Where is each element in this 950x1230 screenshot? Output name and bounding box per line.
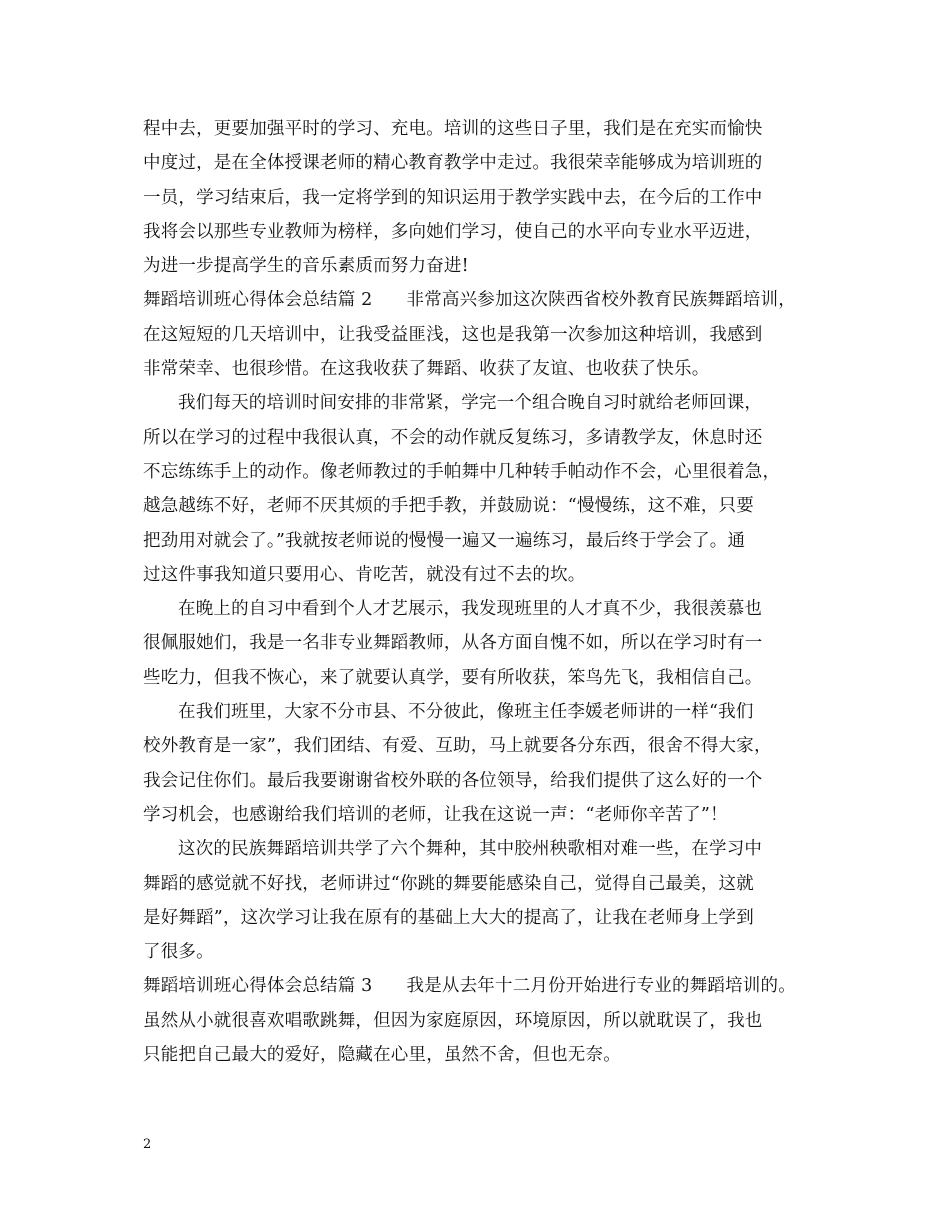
section-heading-2-line bbox=[143, 283, 823, 317]
page-number: 2 bbox=[143, 1137, 152, 1152]
text-line: 在这短短的几天培训中，让我受益匪浅，这也是我第一次参加这种培训，我感到 bbox=[143, 324, 763, 345]
text-line: 校外教育是一家”，我们团结、有爱、互助，马上就要各分东西，很舍不得大家， bbox=[143, 736, 772, 757]
section-heading-2-text: 非常高兴参加这次陕西省校外教育民族舞蹈培训， bbox=[406, 290, 796, 311]
text-line: 程中去，更要加强平时的学习、充电。培训的这些日子里，我们是在充实而愉快 bbox=[143, 119, 763, 139]
section-heading-2-title: 舞蹈培训班心得体会总结篇 2 bbox=[143, 290, 373, 311]
section-heading-3-text: 我是从去年十二月份开始进行专业的舞蹈培训的。 bbox=[406, 976, 796, 997]
paragraph-first-line: 我们每天的培训时间安排的非常紧，学完一个组合晚自习时就给老师回课， bbox=[178, 393, 763, 414]
document-body bbox=[143, 112, 823, 1072]
text-line: 很佩服她们，我是一名非专业舞蹈教师，从各方面自愧不如，所以在学习时有一 bbox=[143, 633, 763, 654]
text-line: 虽然从小就很喜欢唱歌跳舞，但因为家庭原因，环境原因，所以就耽误了，我也 bbox=[143, 1010, 763, 1031]
text-line: 了很多。 bbox=[143, 942, 214, 963]
text-line: 舞蹈的感觉就不好找，老师讲过“你跳的舞要能感染自己，觉得自己最美，这就 bbox=[143, 873, 754, 894]
text-line: 把劲用对就会了。”我就按老师说的慢慢一遍又一遍练习，最后终于学会了。通 bbox=[143, 530, 746, 551]
text-line: 一员，学习结束后，我一定将学到的知识运用于教学实践中去，在今后的工作中 bbox=[143, 187, 763, 208]
paragraph-first-line: 在晚上的自习中看到个人才艺展示，我发现班里的人才真不少，我很羡慕也 bbox=[178, 599, 763, 620]
paragraph-first-line: 在我们班里，大家不分市县、不分彼此，像班主任李媛老师讲的一样“我们 bbox=[178, 702, 754, 723]
text-line: 所以在学习的过程中我很认真，不会的动作就反复练习，多请教学友，休息时还 bbox=[143, 427, 763, 448]
section-heading-3-line bbox=[143, 969, 823, 1003]
text-line: 为进一步提高学生的音乐素质而努力奋进! bbox=[143, 256, 469, 277]
text-line: 非常荣幸、也很珍惜。在这我收获了舞蹈、收获了友谊、也收获了快乐。 bbox=[143, 359, 710, 380]
text-line: 我将会以那些专业教师为榜样，多向她们学习，使自己的水平向专业水平迈进， bbox=[143, 221, 763, 242]
paragraph-first-line: 这次的民族舞蹈培训共学了六个舞种，其中胶州秧歌相对难一些，在学习中 bbox=[178, 839, 763, 860]
text-line: 些吃力，但我不恢心，来了就要认真学，要有所收获，笨鸟先飞，我相信自己。 bbox=[143, 667, 763, 688]
text-line: 越急越练不好，老师不厌其烦的手把手教，并鼓励说：“慢慢练，这不难，只要 bbox=[143, 496, 754, 517]
text-line: 学习机会，也感谢给我们培训的老师，让我在这说一声：“老师你辛苦了”！ bbox=[143, 804, 728, 825]
section-heading-3-title: 舞蹈培训班心得体会总结篇 3 bbox=[143, 976, 373, 997]
text-line: 我会记住你们。最后我要谢谢省校外联的各位领导，给我们提供了这么好的一个 bbox=[143, 770, 763, 791]
text-line: 中度过，是在全体授课老师的精心教育教学中走过。我很荣幸能够成为培训班的 bbox=[143, 153, 763, 174]
text-line: 是好舞蹈”，这次学习让我在原有的基础上大大的提高了，让我在老师身上学到 bbox=[143, 907, 754, 928]
text-line: 只能把自己最大的爱好，隐藏在心里，虽然不舍，但也无奈。 bbox=[143, 1045, 621, 1066]
text-line: 不忘练练手上的动作。像老师教过的手帕舞中几种转手帕动作不会，心里很着急， bbox=[143, 461, 781, 482]
text-line: 过这件事我知道只要用心、肯吃苦，就没有过不去的坎。 bbox=[143, 564, 586, 585]
